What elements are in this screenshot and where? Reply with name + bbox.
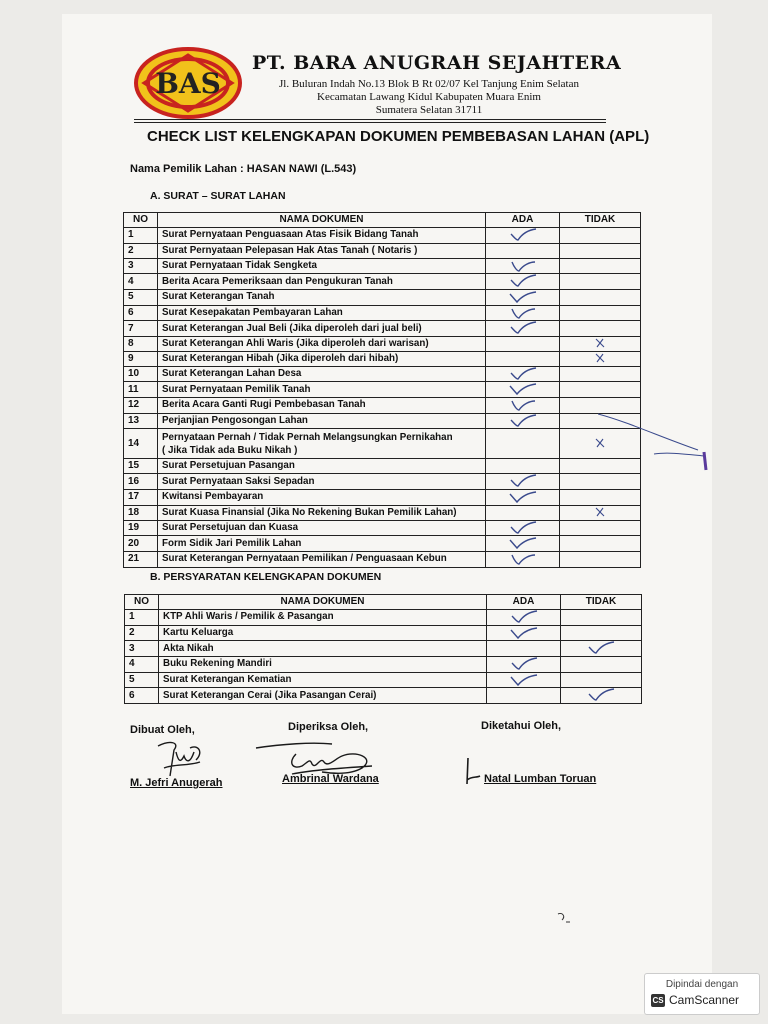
company-address-line3: Sumatera Selatan 31711 [375, 104, 483, 116]
document-title: CHECK LIST KELENGKAPAN DOKUMEN PEMBEBASAN LAHAN (APL) [147, 128, 650, 145]
table-row [124, 258, 641, 274]
row-number: 11 [124, 382, 158, 398]
check-mark-icon [508, 552, 538, 566]
check-mark-icon [508, 321, 538, 335]
document-name: Surat Keterangan Cerai (Jika Pasangan Cerai) [159, 688, 487, 704]
ada-cell [486, 305, 560, 321]
document-name: Form Sidik Jari Pemilik Lahan [158, 536, 486, 552]
row-number: 8 [124, 336, 158, 351]
header-rule [134, 119, 606, 120]
checked-by-name: Ambrinal Wardana [282, 773, 379, 785]
header-name: NAMA DOKUMEN [159, 595, 487, 610]
ada-cell [486, 490, 560, 506]
check-mark-icon [586, 688, 616, 702]
document-name: Surat Persetujuan Pasangan [158, 459, 486, 474]
ada-cell [486, 366, 560, 382]
check-mark-icon [586, 641, 616, 655]
row-number: 2 [124, 243, 158, 258]
check-mark-icon [508, 228, 538, 242]
header-no: NO [125, 595, 159, 610]
ink-stroke [598, 412, 710, 482]
document-name: Surat Keterangan Jual Beli (Jika diperoleh dari jual beli) [158, 321, 486, 337]
row-number: 5 [124, 289, 158, 305]
document-name: Surat Keterangan Hibah (Jika diperoleh dari hibah) [158, 351, 486, 366]
ada-cell [486, 258, 560, 274]
table-row [125, 610, 642, 626]
row-number: 15 [124, 459, 158, 474]
ada-cell [486, 274, 560, 290]
ada-cell [486, 382, 560, 398]
made-by-name: M. Jefri Anugerah [130, 777, 223, 789]
header-tidak: TIDAK [561, 595, 642, 610]
row-number: 17 [124, 490, 158, 506]
table-header [125, 595, 642, 610]
tidak-cell [560, 228, 641, 244]
ada-cell [486, 351, 560, 366]
section-a-title: A. SURAT – SURAT LAHAN [150, 190, 286, 202]
row-number: 9 [124, 351, 158, 366]
row-number: 14 [124, 429, 158, 459]
tidak-cell [561, 625, 642, 641]
document-name: KTP Ahli Waris / Pemilik & Pasangan [159, 610, 487, 626]
table-row [124, 382, 641, 398]
tidak-cell [561, 641, 642, 657]
row-number: 4 [125, 656, 159, 672]
land-owner: Nama Pemilik Lahan : HASAN NAWI (L.543) [130, 163, 357, 175]
tidak-cell [561, 656, 642, 672]
check-mark-icon [508, 536, 538, 550]
row-number: 5 [125, 672, 159, 688]
table-header [124, 213, 641, 228]
row-number: 12 [124, 398, 158, 414]
header-ada: ADA [486, 213, 560, 228]
check-mark-icon [508, 290, 538, 304]
tidak-cell [561, 688, 642, 704]
header-no: NO [124, 213, 158, 228]
document-name: Surat Pernyataan Pelepasan Hak Atas Tanah ( Notaris ) [158, 243, 486, 258]
tidak-cell [560, 382, 641, 398]
ada-cell [486, 536, 560, 552]
tidak-cell [560, 321, 641, 337]
table-row [124, 398, 641, 414]
cross-mark-icon [593, 506, 607, 518]
tidak-cell [560, 490, 641, 506]
cross-mark-icon [593, 337, 607, 349]
row-number: 19 [124, 520, 158, 536]
check-mark-icon [508, 306, 538, 320]
ada-cell [486, 505, 560, 520]
document-name: Surat Persetujuan dan Kuasa [158, 520, 486, 536]
row-number: 6 [124, 305, 158, 321]
document-name: Perjanjian Pengosongan Lahan [158, 413, 486, 429]
check-mark-icon [508, 398, 538, 412]
row-number: 4 [124, 274, 158, 290]
document-name: Surat Keterangan Lahan Desa [158, 366, 486, 382]
document-name: Akta Nikah [159, 641, 487, 657]
document-name-line1: Pernyataan Pernah / Tidak Pernah Melangsungkan Pernikahan [162, 431, 453, 443]
row-number: 10 [124, 366, 158, 382]
header-name: NAMA DOKUMEN [158, 213, 486, 228]
table-row [124, 459, 641, 474]
document-name: Buku Rekening Mandiri [159, 656, 487, 672]
ada-cell [487, 610, 561, 626]
tidak-cell [560, 243, 641, 258]
document-name: Kartu Keluarga [159, 625, 487, 641]
row-number: 20 [124, 536, 158, 552]
row-number: 16 [124, 474, 158, 490]
table-row [124, 490, 641, 506]
document-name: Surat Pernyataan Pemilik Tanah [158, 382, 486, 398]
table-row [124, 305, 641, 321]
document-name: Surat Kesepakatan Pembayaran Lahan [158, 305, 486, 321]
ada-cell [486, 520, 560, 536]
row-number: 13 [124, 413, 158, 429]
company-name: PT. BARA ANUGRAH SEJAHTERA [252, 52, 622, 74]
table-row [124, 243, 641, 258]
check-mark-icon [508, 474, 538, 488]
header-tidak: TIDAK [560, 213, 641, 228]
ada-cell [487, 656, 561, 672]
scanner-brand: CamScanner [669, 993, 740, 1007]
signature-made-by [150, 738, 210, 780]
check-mark-icon [509, 610, 539, 624]
row-number: 18 [124, 505, 158, 520]
made-by-label: Dibuat Oleh, [130, 724, 195, 736]
check-mark-icon [508, 490, 538, 504]
ada-cell [487, 688, 561, 704]
ada-cell [486, 336, 560, 351]
document-name: Surat Pernyataan Penguasaan Atas Fisik Bidang Tanah [158, 228, 486, 244]
known-by-name: Natal Lumban Toruan [484, 773, 597, 785]
tidak-cell [560, 551, 641, 567]
ada-cell [487, 641, 561, 657]
check-mark-icon [508, 382, 538, 396]
row-number: 2 [125, 625, 159, 641]
table-row [124, 413, 641, 429]
document-name-line2: ( Jika Tidak ada Buku Nikah ) [162, 444, 298, 456]
table-row [124, 429, 641, 459]
table-row [124, 336, 641, 351]
ada-cell [486, 474, 560, 490]
document-name: Surat Keterangan Ahli Waris (Jika diperoleh dari warisan) [158, 336, 486, 351]
table-row [125, 625, 642, 641]
document-name: Surat Keterangan Tanah [158, 289, 486, 305]
document-name: Surat Kuasa Finansial (Jika No Rekening Bukan Pemilik Lahan) [158, 505, 486, 520]
ada-cell [486, 459, 560, 474]
document-name [158, 429, 486, 459]
row-number: 1 [124, 228, 158, 244]
company-address-line2: Kecamatan Lawang Kidul Kabupaten Muara Enim [317, 91, 541, 103]
ada-cell [486, 551, 560, 567]
check-mark-icon [508, 367, 538, 381]
ada-cell [486, 243, 560, 258]
check-mark-icon [509, 673, 539, 687]
section-a-table [123, 212, 641, 568]
logo-text: BAS [155, 67, 221, 100]
ada-cell [486, 321, 560, 337]
table-row [125, 688, 642, 704]
tidak-cell [560, 366, 641, 382]
tidak-cell [560, 520, 641, 536]
check-mark-icon [509, 626, 539, 640]
check-mark-icon [508, 521, 538, 535]
table-row [125, 672, 642, 688]
tidak-cell [560, 351, 641, 366]
document-name: Berita Acara Ganti Rugi Pembebasan Tanah [158, 398, 486, 414]
known-by-label: Diketahui Oleh, [481, 720, 562, 732]
tidak-cell [560, 505, 641, 520]
ada-cell [486, 413, 560, 429]
table-row [124, 505, 641, 520]
table-row [124, 274, 641, 290]
ink-mark [556, 910, 576, 926]
table-row [124, 474, 641, 490]
row-number: 21 [124, 551, 158, 567]
camscanner-icon: CS [652, 996, 664, 1005]
tidak-cell [560, 536, 641, 552]
check-mark-icon [508, 274, 538, 288]
section-b-table [124, 594, 642, 704]
tidak-cell [561, 610, 642, 626]
check-mark-icon [508, 259, 538, 273]
row-number: 3 [124, 258, 158, 274]
table-row [125, 656, 642, 672]
document-name: Berita Acara Pemeriksaan dan Pengukuran Tanah [158, 274, 486, 290]
row-number: 6 [125, 688, 159, 704]
section-b-title: B. PERSYARATAN KELENGKAPAN DOKUMEN [150, 571, 382, 583]
table-row [124, 228, 641, 244]
table-row [124, 289, 641, 305]
company-address-line1: Jl. Buluran Indah No.13 Blok B Rt 02/07 Kel Tanjung Enim Selatan [279, 78, 579, 90]
signature-known-by [462, 756, 486, 786]
header-rule [134, 122, 606, 123]
tidak-cell [560, 398, 641, 414]
table-row [124, 551, 641, 567]
checked-by-label: Diperiksa Oleh, [288, 721, 369, 733]
table-row [124, 321, 641, 337]
cross-mark-icon [593, 352, 607, 364]
table-row [124, 366, 641, 382]
camscanner-watermark [644, 973, 760, 1015]
ada-cell [486, 228, 560, 244]
ada-cell [487, 672, 561, 688]
document-name: Surat Pernyataan Saksi Sepadan [158, 474, 486, 490]
table-row [125, 641, 642, 657]
scanner-caption: Dipindai dengan [665, 979, 739, 990]
tidak-cell [560, 258, 641, 274]
tidak-cell [560, 336, 641, 351]
ada-cell [486, 429, 560, 459]
document-name: Surat Keterangan Pernyataan Pemilikan / Penguasaan Kebun [158, 551, 486, 567]
tidak-cell [560, 274, 641, 290]
ada-cell [486, 398, 560, 414]
row-number: 7 [124, 321, 158, 337]
table-row [124, 536, 641, 552]
check-mark-icon [508, 414, 538, 428]
table-row [124, 520, 641, 536]
check-mark-icon [509, 657, 539, 671]
tidak-cell [560, 305, 641, 321]
document-name: Kwitansi Pembayaran [158, 490, 486, 506]
tidak-cell [561, 672, 642, 688]
row-number: 1 [125, 610, 159, 626]
ada-cell [486, 289, 560, 305]
company-logo [134, 47, 242, 119]
header-ada: ADA [487, 595, 561, 610]
document-name: Surat Pernyataan Tidak Sengketa [158, 258, 486, 274]
ada-cell [487, 625, 561, 641]
tidak-cell [560, 289, 641, 305]
table-row [124, 351, 641, 366]
row-number: 3 [125, 641, 159, 657]
document-name: Surat Keterangan Kematian [159, 672, 487, 688]
